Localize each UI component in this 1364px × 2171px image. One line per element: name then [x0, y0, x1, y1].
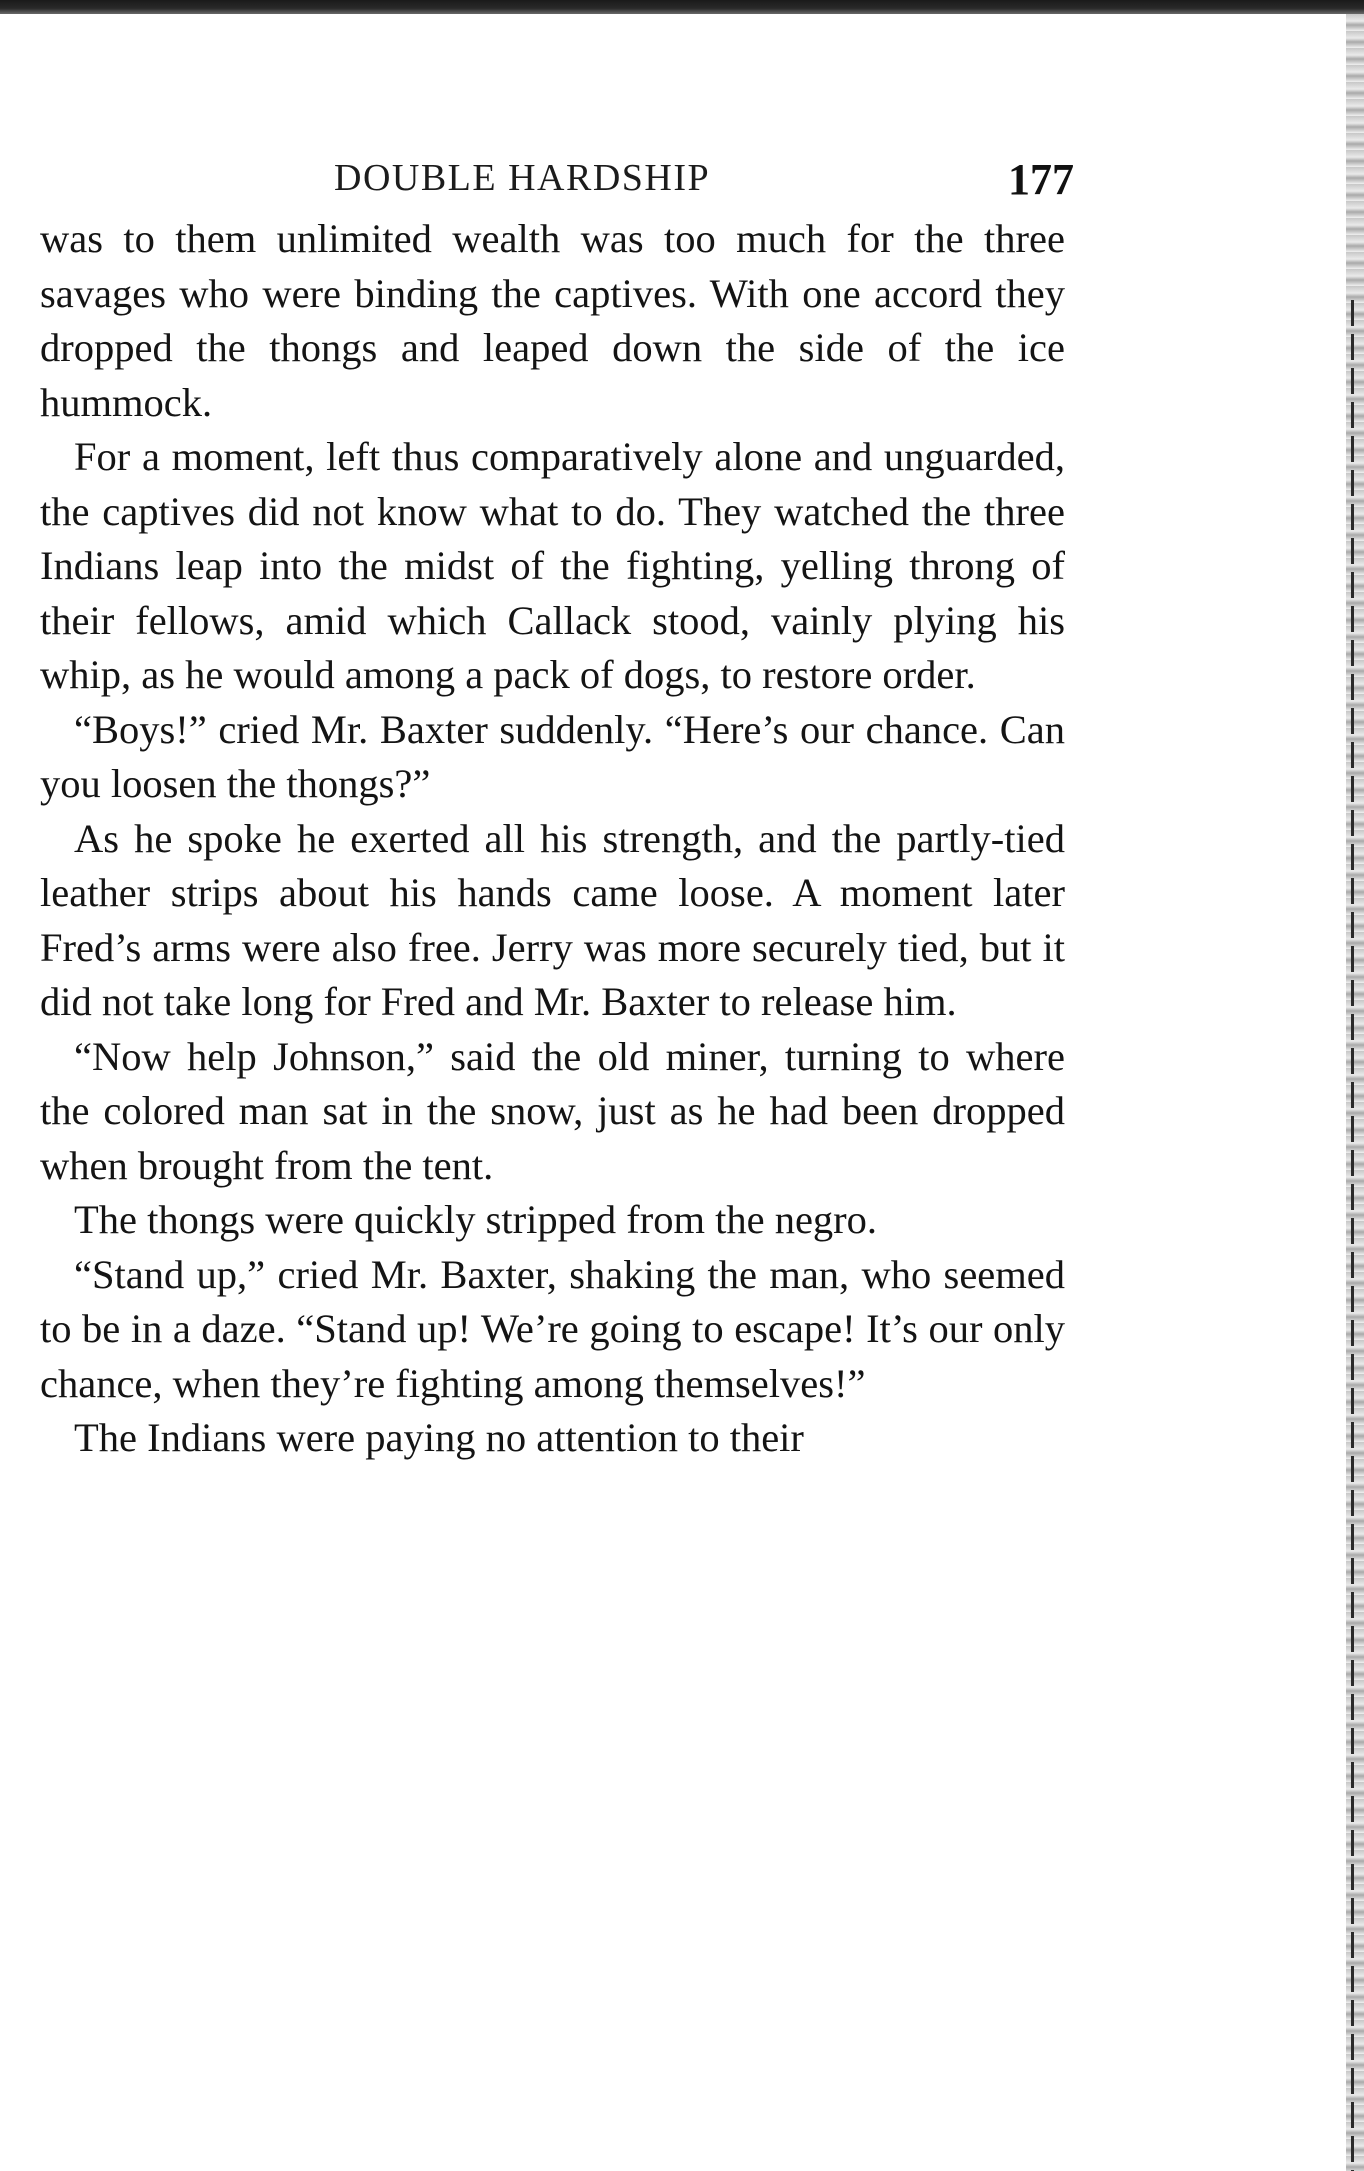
chapter-running-title: DOUBLE HARDSHIP — [334, 157, 711, 199]
scan-page-edge — [1346, 14, 1364, 2171]
book-page — [40, 150, 1074, 1466]
scan-top-edge — [0, 0, 1364, 14]
paragraph: “Boys!” cried Mr. Baxter suddenly. “Here’s our chance. Can you loosen the thongs?” — [40, 706, 1065, 806]
paragraph: The thongs were quickly stripped from the negro. — [74, 1197, 878, 1242]
paragraph: “Now help Johnson,” said the old miner, turning to where the colored man sat in the snow, just as he had been dropped when brought from the tent. — [40, 1033, 1065, 1188]
paragraph: As he spoke he exerted all his strength, and the partly-tied leather strips about his hands came loose. A moment later Fred’s arms were also free. Jerry was more securely tied, but it did not take long for Fred and Mr. Baxter to release him. — [40, 815, 1065, 1024]
paragraph-continued: was to them unlimited wealth was too much for the three savages who were binding the captives. With one accord they dropped the thongs and leaped down the side of the ice hummock. — [40, 216, 1065, 425]
running-head — [40, 150, 1074, 206]
paragraph: For a moment, left thus comparatively alone and unguarded, the captives did not know what to do. They watched the three Indians leap into the midst of the fighting, yelling throng of their fellows, amid which Callack stood, vainly plying his whip, as he would among a pack of dogs, to restore order. — [40, 434, 1065, 697]
scan-gutter-line — [1351, 300, 1354, 2171]
paragraph: The Indians were paying no attention to their — [74, 1415, 804, 1460]
body-text — [40, 212, 1065, 1466]
page-number: 177 — [1008, 155, 1074, 204]
paragraph: “Stand up,” cried Mr. Baxter, shaking the man, who seemed to be in a daze. “Stand up! We’re going to escape! It’s our only chance, when they’re fighting among themselves!” — [40, 1251, 1065, 1406]
